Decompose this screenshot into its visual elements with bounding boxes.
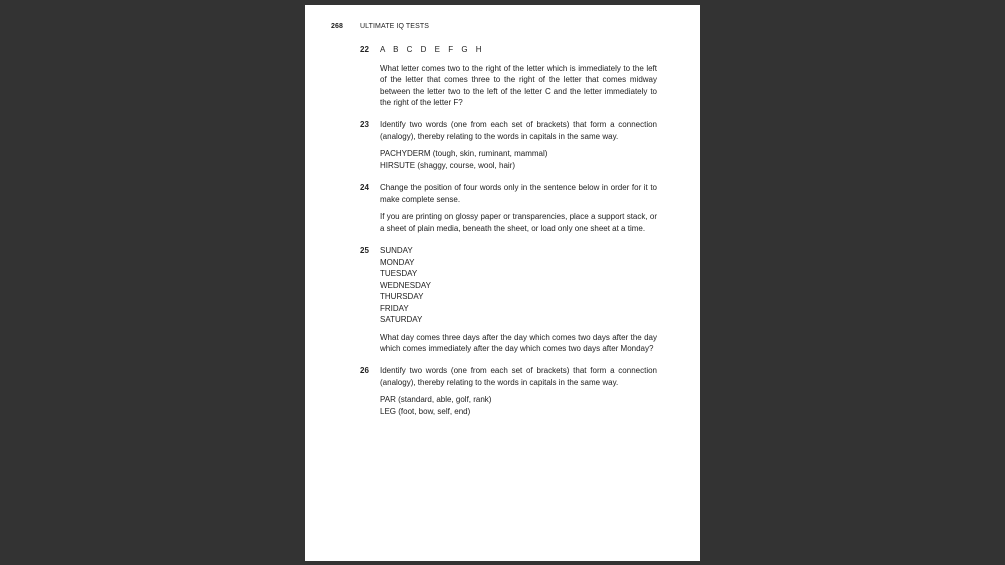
page-number: 268	[331, 23, 343, 30]
question-25	[360, 245, 657, 361]
question-text: What day comes three days after the day which comes two days after the day which comes immediately after the day which comes two days after Monday?	[380, 332, 657, 353]
question-26	[360, 365, 657, 423]
letter-sequence: A B C D E F G H	[380, 45, 483, 54]
day-item: FRIDAY	[380, 303, 409, 313]
question-number: 22	[360, 45, 369, 54]
word-set-line: PACHYDERM (tough, skin, ruminant, mammal)	[380, 149, 548, 158]
book-page	[305, 5, 700, 561]
question-text: Identify two words (one from each set of brackets) that form a connection (analogy), thereby relating to the words in capitals in the same way.	[380, 120, 657, 141]
day-list	[380, 245, 657, 326]
question-number: 26	[360, 366, 369, 375]
page-header	[331, 23, 429, 30]
day-item: THURSDAY	[380, 292, 424, 301]
question-text: Change the position of four words only in the sentence below in order for it to make complete sense.	[380, 183, 657, 204]
question-number: 25	[360, 246, 369, 255]
day-item: MONDAY	[380, 257, 415, 267]
question-text: Identify two words (one from each set of brackets) that form a connection (analogy), thereby relating to the words in capitals in the same way.	[380, 366, 657, 387]
word-set-line: HIRSUTE (shaggy, course, wool, hair)	[380, 160, 516, 170]
question-text: What letter comes two to the right of the letter which is immediately to the left of the letter that comes three to the right of the letter that comes midway between the letter two to the left of the letter C and the letter immediately to the right of the letter F?	[380, 63, 657, 107]
day-item: WEDNESDAY	[380, 280, 431, 290]
day-item: SUNDAY	[380, 246, 413, 255]
question-number: 23	[360, 120, 369, 129]
running-title: ULTIMATE IQ TESTS	[360, 23, 429, 30]
word-set-line: LEG (foot, bow, self, end)	[380, 406, 471, 416]
question-number: 24	[360, 183, 369, 192]
question-sentence: If you are printing on glossy paper or transparencies, place a support stack, or a sheet of plain media, beneath the sheet, or load only one sheet at a time.	[380, 212, 657, 233]
day-item: SATURDAY	[380, 315, 423, 324]
word-set-line: PAR (standard, able, golf, rank)	[380, 395, 492, 404]
question-22	[360, 44, 657, 115]
question-23	[360, 119, 657, 177]
question-24	[360, 182, 657, 240]
day-item: TUESDAY	[380, 269, 418, 278]
